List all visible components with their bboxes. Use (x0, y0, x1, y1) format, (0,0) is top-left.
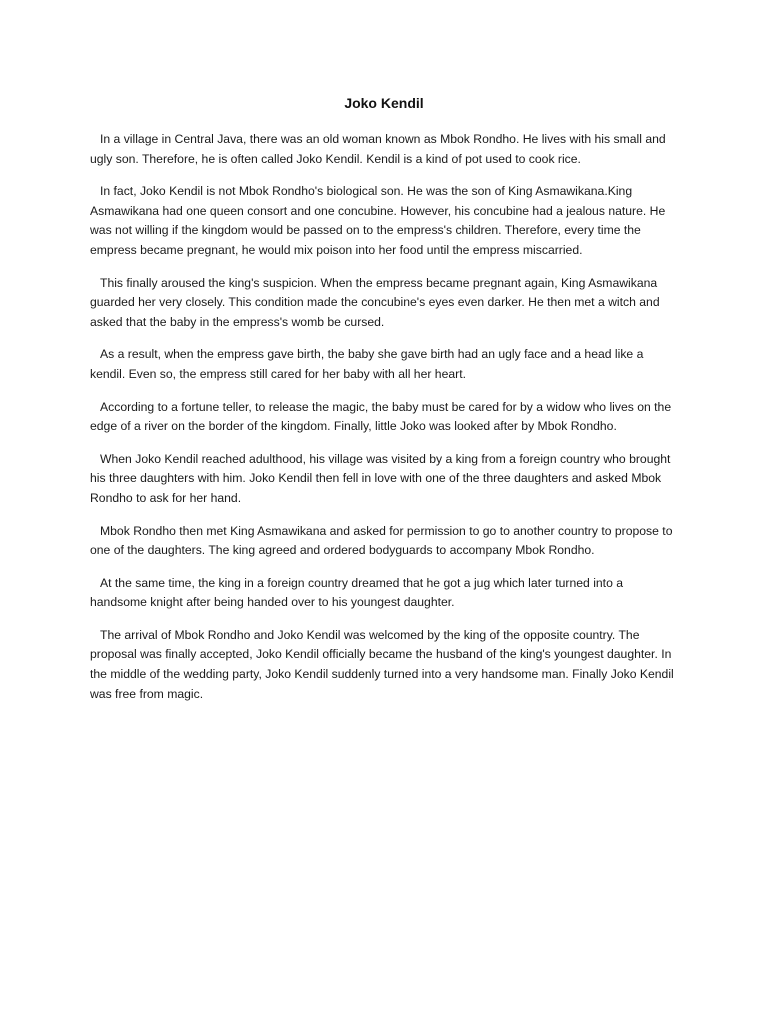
paragraph: When Joko Kendil reached adulthood, his village was visited by a king from a foreign country who brought his three daughters with him. Joko Kendil then fell in love with one of the three daughters and asked Mbok Rondho to ask for her hand. (90, 451, 671, 505)
paragraph: In a village in Central Java, there was an old woman known as Mbok Rondho. He lives with his small and ugly son. Therefore, he is often called Joko Kendil. Kendil is a kind of pot used to cook rice. (90, 132, 666, 166)
paragraph: Mbok Rondho then met King Asmawikana and asked for permission to go to another country to propose to one of the daughters. The king agreed and ordered bodyguards to accompany Mbok Rondho. (90, 523, 673, 558)
paragraph: This finally aroused the king's suspicion. When the empress became pregnant again, King Asmawikana guarded her very closely. This condition made the concubine's eyes even darker. He then met a witch and asked that the baby in the empress's womb be cursed. (90, 275, 660, 329)
paragraph: As a result, when the empress gave birth, the baby she gave birth had an ugly face and a head like a kendil. Even so, the empress still cared for her baby with all her heart. (90, 347, 644, 381)
document-body (90, 130, 680, 717)
paragraph: In fact, Joko Kendil is not Mbok Rondho's biological son. He was the son of King Asmawikana.King Asmawikana had one queen consort and one concubine. However, his concubine had a jealous nature. He was not willing if the kingdom would be passed on to the empress's children. Therefore, every time the empress became pregnant, he would mix poison into her food until the empress miscarried. (90, 184, 666, 257)
paragraph: At the same time, the king in a foreign country dreamed that he got a jug which later turned into a handsome knight after being handed over to his youngest daughter. (90, 575, 624, 610)
paragraph: According to a fortune teller, to release the magic, the baby must be cared for by a widow who lives on the edge of a river on the border of the kingdom. Finally, little Joko was looked after by Mbok Rondho. (90, 399, 672, 434)
paragraph: The arrival of Mbok Rondho and Joko Kendil was welcomed by the king of the opposite country. The proposal was finally accepted, Joko Kendil officially became the husband of the king's youngest daughter. In the middle of the wedding party, Joko Kendil suddenly turned into a very handsome man. Finally Joko Kendil was free from magic. (90, 627, 674, 701)
document-title: Joko Kendil (344, 95, 424, 111)
